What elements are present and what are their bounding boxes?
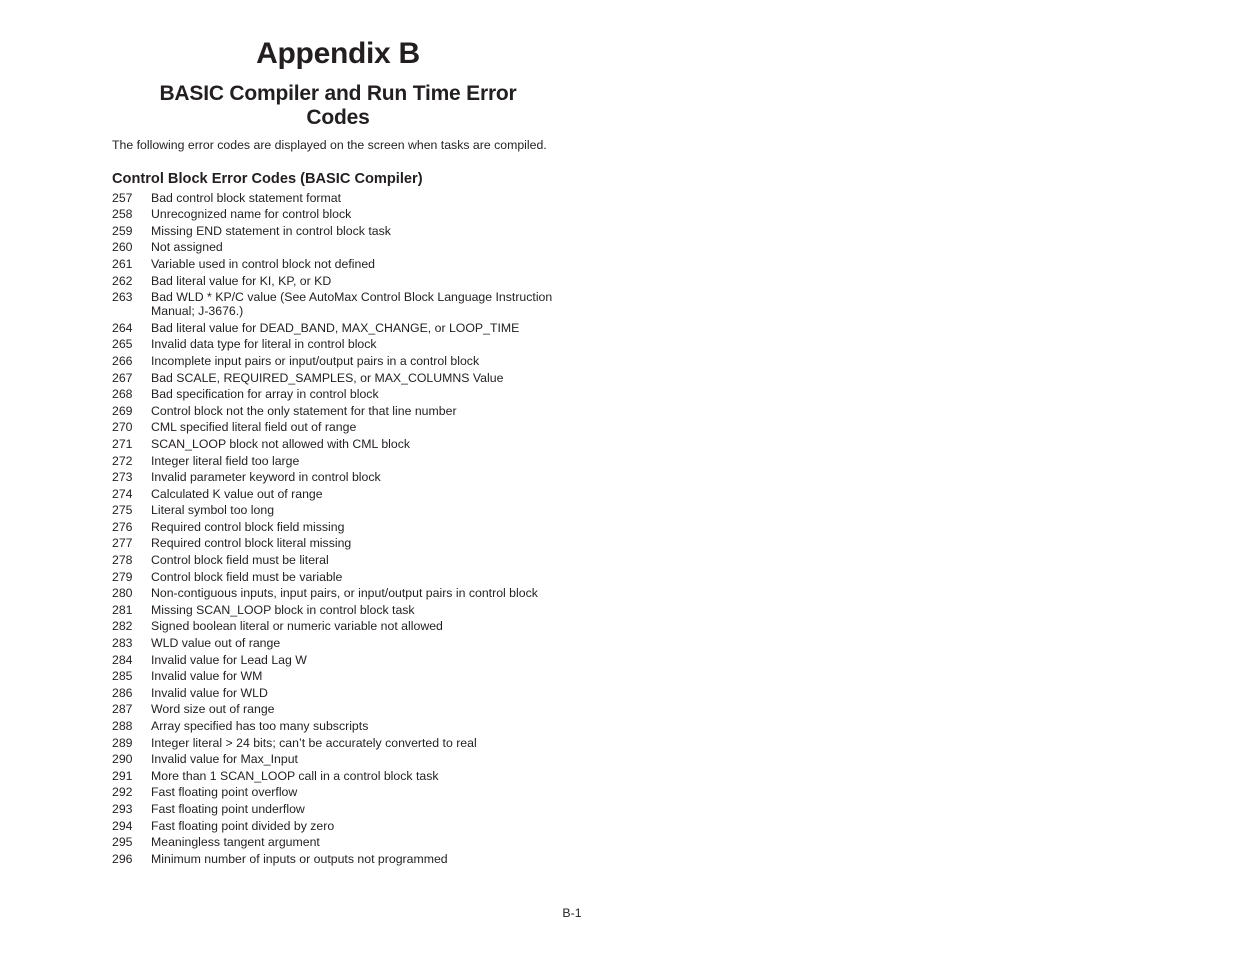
error-code-number: 265 <box>112 337 133 352</box>
error-code-description: Literal symbol too long <box>151 503 275 518</box>
error-code-description: Incomplete input pairs or input/output pairs in a control block <box>151 353 480 368</box>
error-code-row <box>112 819 564 833</box>
error-code-description: Word size out of range <box>151 702 275 717</box>
error-code-row <box>112 553 564 567</box>
error-code-row <box>112 240 564 254</box>
error-code-row <box>112 686 564 700</box>
error-code-row <box>112 752 564 766</box>
error-code-description: Integer literal > 24 bits; can’t be accurately converted to real <box>151 735 477 750</box>
error-code-row <box>112 371 564 385</box>
error-code-description: Non-contiguous inputs, input pairs, or input/output pairs in control block <box>151 586 538 601</box>
error-code-description: Calculated K value out of range <box>151 486 323 501</box>
error-code-row <box>112 636 564 650</box>
error-code-row <box>112 470 564 484</box>
error-code-number: 272 <box>112 453 133 468</box>
error-code-number: 296 <box>112 851 133 866</box>
error-code-description: Required control block literal missing <box>151 536 352 551</box>
error-code-row <box>112 719 564 733</box>
error-code-number: 258 <box>112 207 133 222</box>
error-code-description: Fast floating point underflow <box>151 801 305 816</box>
error-code-description: Invalid value for Lead Lag W <box>151 652 307 667</box>
error-code-number: 261 <box>112 256 133 271</box>
error-code-row <box>112 404 564 418</box>
error-code-row <box>112 835 564 849</box>
error-code-row <box>112 570 564 584</box>
error-code-number: 262 <box>112 273 133 288</box>
error-code-row <box>112 802 564 816</box>
error-code-description: Invalid value for WM <box>151 669 263 684</box>
error-code-description: Bad specification for array in control block <box>151 387 379 402</box>
error-code-number: 282 <box>112 619 133 634</box>
error-code-number: 284 <box>112 652 133 667</box>
error-code-row <box>112 702 564 716</box>
error-code-row <box>112 207 564 221</box>
error-code-description: Meaningless tangent argument <box>151 835 320 850</box>
error-code-number: 271 <box>112 436 133 451</box>
error-code-row <box>112 224 564 238</box>
error-code-row <box>112 536 564 550</box>
error-code-description: More than 1 SCAN_LOOP call in a control block task <box>151 768 439 783</box>
error-code-number: 292 <box>112 785 133 800</box>
error-code-description: Fast floating point divided by zero <box>151 818 335 833</box>
error-code-description: Bad control block statement format <box>151 190 342 205</box>
error-code-row <box>112 290 564 318</box>
section-title: Control Block Error Codes (BASIC Compiler) <box>112 171 423 187</box>
error-code-description: Invalid value for WLD <box>151 685 268 700</box>
error-code-description: Bad literal value for KI, KP, or KD <box>151 273 332 288</box>
error-code-row <box>112 274 564 288</box>
error-code-row <box>112 736 564 750</box>
error-code-row <box>112 337 564 351</box>
error-code-description: Bad literal value for DEAD_BAND, MAX_CHANGE, or LOOP_TIME <box>151 320 520 335</box>
content-column <box>112 36 564 866</box>
error-code-description: Fast floating point overflow <box>151 785 298 800</box>
error-code-list <box>112 191 564 866</box>
error-code-description: Invalid data type for literal in control block <box>151 337 377 352</box>
error-code-number: 286 <box>112 685 133 700</box>
error-code-number: 277 <box>112 536 133 551</box>
error-code-number: 264 <box>112 320 133 335</box>
error-code-row <box>112 785 564 799</box>
error-code-number: 287 <box>112 702 133 717</box>
error-code-number: 281 <box>112 602 133 617</box>
error-code-row <box>112 653 564 667</box>
error-code-description: Variable used in control block not defined <box>151 256 375 271</box>
error-code-number: 273 <box>112 470 133 485</box>
error-code-description: Control block field must be variable <box>151 569 343 584</box>
error-code-number: 274 <box>112 486 133 501</box>
error-code-row <box>112 454 564 468</box>
error-code-description: Signed boolean literal or numeric variable not allowed <box>151 619 443 634</box>
error-code-number: 289 <box>112 735 133 750</box>
error-code-description: Control block not the only statement for that line number <box>151 403 457 418</box>
error-code-number: 257 <box>112 190 133 205</box>
error-code-description: Unrecognized name for control block <box>151 207 352 222</box>
error-code-row <box>112 503 564 517</box>
error-code-description: Invalid value for Max_Input <box>151 752 298 767</box>
error-code-row <box>112 769 564 783</box>
error-code-row <box>112 387 564 401</box>
error-code-number: 276 <box>112 519 133 534</box>
error-code-description: Bad SCALE, REQUIRED_SAMPLES, or MAX_COLUMNS Value <box>151 370 504 385</box>
error-code-number: 288 <box>112 719 133 733</box>
error-code-row <box>112 520 564 534</box>
chapter-title: BASIC Compiler and Run Time Error Codes <box>159 82 517 129</box>
error-code-number: 285 <box>112 669 133 684</box>
error-code-description: WLD value out of range <box>151 636 281 651</box>
error-code-number: 267 <box>112 370 133 385</box>
error-code-row <box>112 321 564 335</box>
error-code-number: 294 <box>112 818 133 833</box>
error-code-description: Missing END statement in control block task <box>151 223 391 238</box>
error-code-number: 263 <box>112 290 133 305</box>
error-code-row <box>112 191 564 205</box>
error-code-description: Missing SCAN_LOOP block in control block task <box>151 602 415 617</box>
error-code-description: Minimum number of inputs or outputs not programmed <box>151 851 448 866</box>
error-code-row <box>112 586 564 600</box>
error-code-description: Control block field must be literal <box>151 553 329 568</box>
error-code-number: 275 <box>112 503 133 518</box>
page-number: B-1 <box>562 906 582 920</box>
error-code-number: 260 <box>112 240 133 255</box>
error-code-row <box>112 487 564 501</box>
error-code-description: Invalid parameter keyword in control block <box>151 470 381 485</box>
error-code-number: 270 <box>112 420 133 435</box>
error-code-number: 290 <box>112 752 133 767</box>
error-code-description: CML specified literal field out of range <box>151 420 357 435</box>
error-code-row <box>112 603 564 617</box>
error-code-number: 295 <box>112 835 133 850</box>
error-code-row <box>112 619 564 633</box>
error-code-number: 283 <box>112 636 133 651</box>
error-code-number: 259 <box>112 223 133 238</box>
error-code-number: 280 <box>112 586 133 601</box>
error-code-number: 293 <box>112 801 133 816</box>
error-code-row <box>112 420 564 434</box>
error-code-description: Not assigned <box>151 240 223 255</box>
error-code-row <box>112 852 564 866</box>
error-code-description: SCAN_LOOP block not allowed with CML block <box>151 436 411 451</box>
error-code-number: 266 <box>112 353 133 368</box>
error-code-number: 278 <box>112 553 133 568</box>
error-code-description: Bad WLD * KP/C value (See AutoMax Control Block Language Instruction Manual; J-3676.) <box>151 290 553 319</box>
error-code-number: 279 <box>112 569 133 584</box>
error-code-number: 291 <box>112 768 133 783</box>
error-code-description: Integer literal field too large <box>151 453 300 468</box>
error-code-row <box>112 669 564 683</box>
intro-paragraph: The following error codes are displayed on the screen when tasks are compiled. <box>112 138 547 152</box>
appendix-title: Appendix B <box>256 37 420 70</box>
error-code-row <box>112 354 564 368</box>
error-code-description: Required control block field missing <box>151 519 345 534</box>
error-code-row <box>112 437 564 451</box>
error-code-row <box>112 257 564 271</box>
error-code-number: 269 <box>112 403 133 418</box>
error-code-description: Array specified has too many subscripts <box>151 719 369 733</box>
error-code-number: 268 <box>112 387 133 402</box>
